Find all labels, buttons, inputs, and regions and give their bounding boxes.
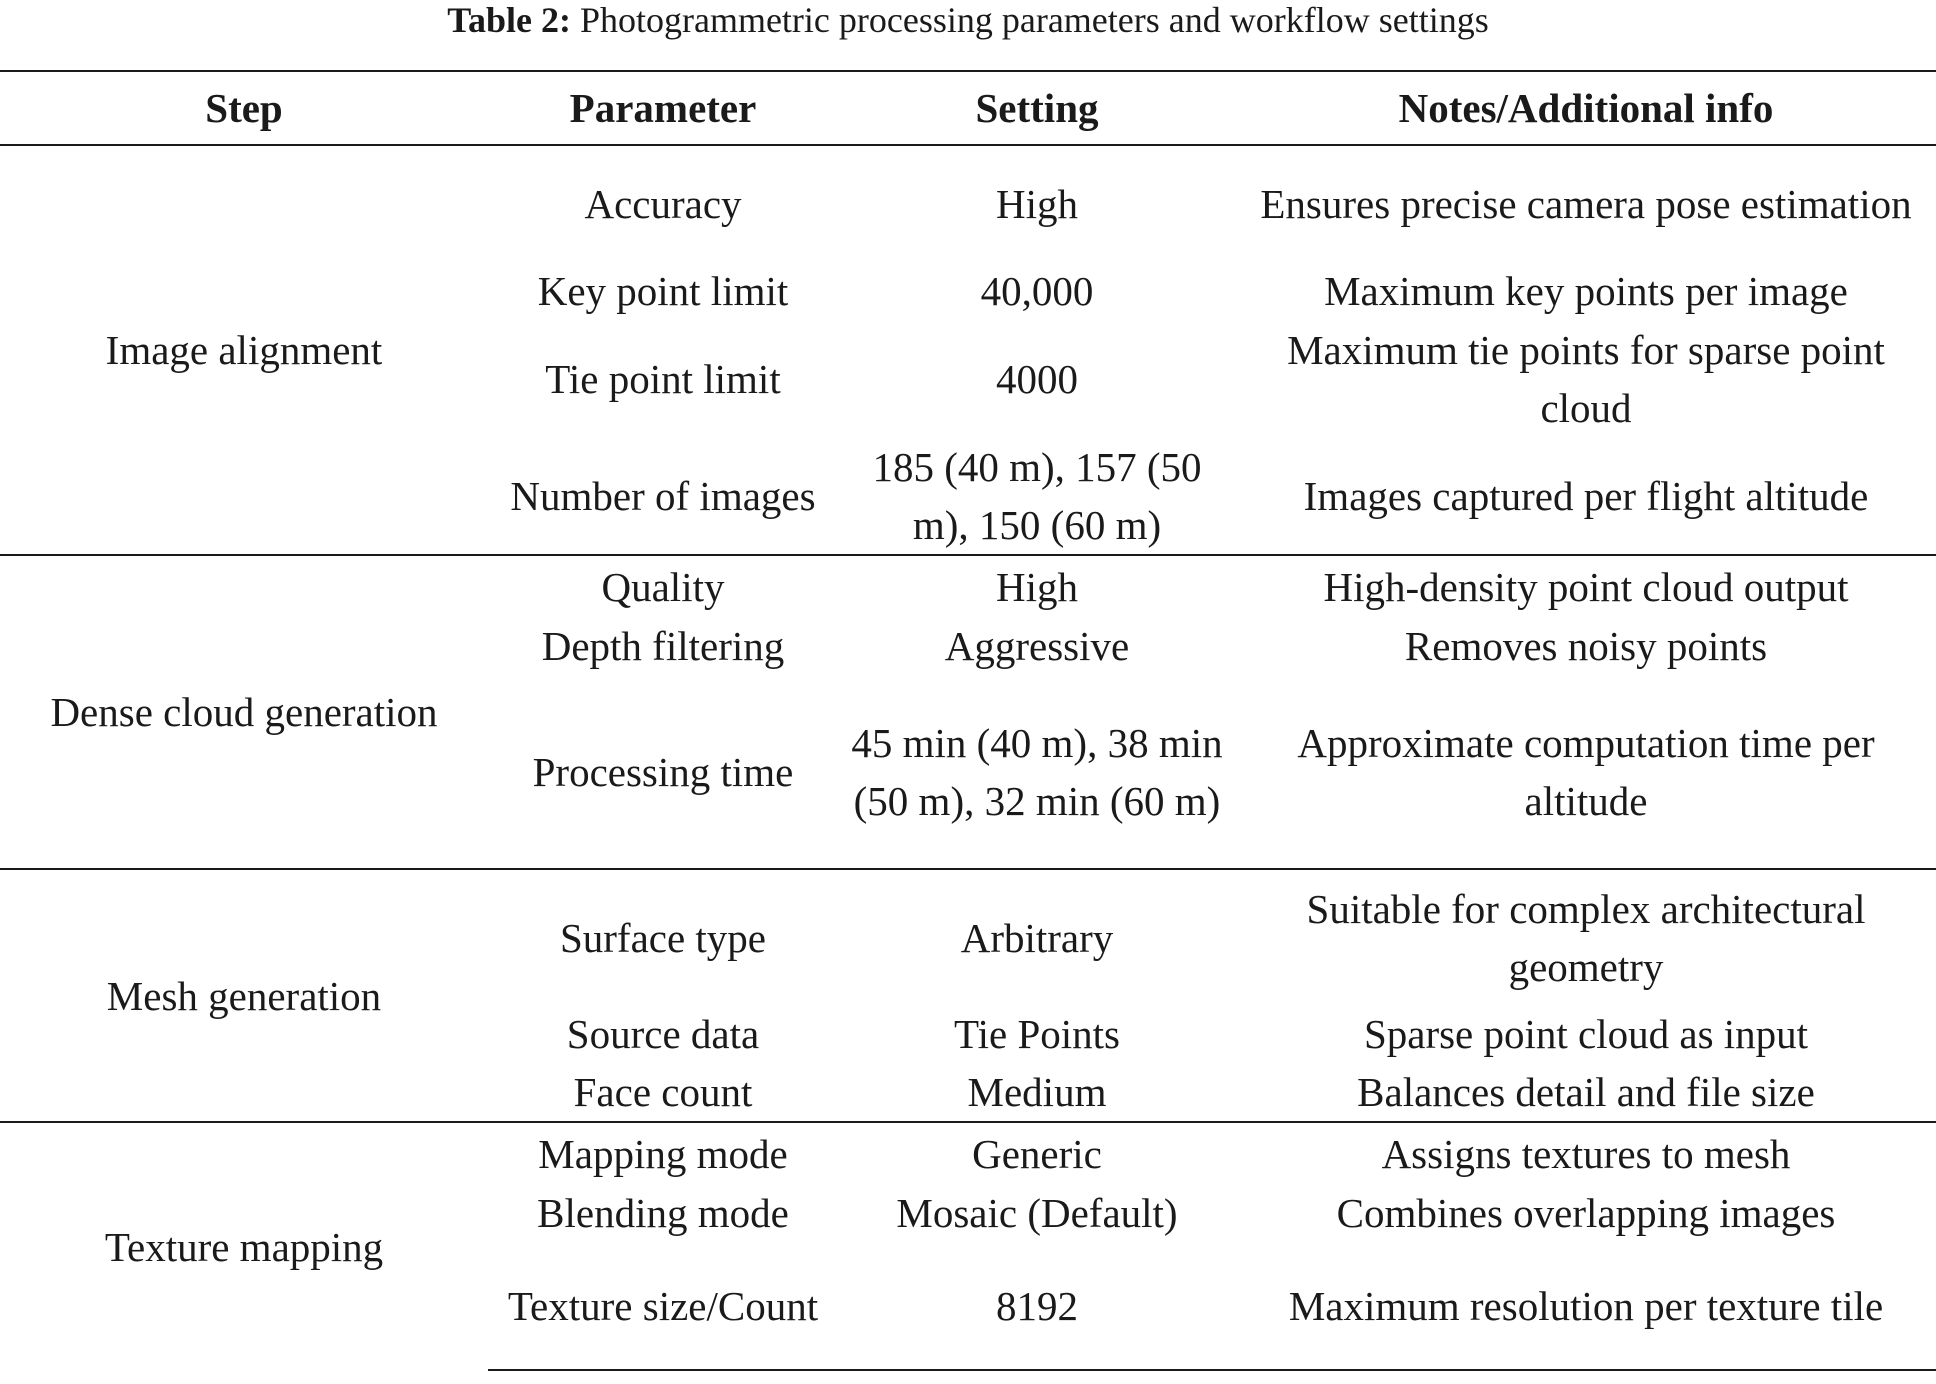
parameter-cell: Tie point limit <box>545 356 781 402</box>
table-row <box>0 555 1936 617</box>
parameter-cell: Source data <box>566 1011 760 1057</box>
notes-cell: Ensures precise camera pose estimation <box>1260 180 1912 227</box>
header-notes: Notes/Additional info <box>1236 71 1936 145</box>
parameter-cell: Texture size/Count <box>488 1242 838 1370</box>
caption-text: Photogrammetric processing parameters and workflow settings <box>579 0 1489 40</box>
step-cell: Texture mapping <box>0 1122 488 1370</box>
parameter-cell: Accuracy <box>584 180 742 227</box>
step-cell: Dense cloud generation <box>0 555 488 869</box>
notes-cell: Approximate computation time per altitude <box>1297 719 1875 824</box>
header-row <box>0 71 1936 145</box>
setting-cell: Tie Points <box>954 1011 1120 1057</box>
notes-cell: Assigns textures to mesh <box>1236 1122 1936 1184</box>
setting-cell: 185 (40 m), 157 (50 m), 150 (60 m) <box>872 443 1202 548</box>
table-row <box>0 1122 1936 1184</box>
header-step: Step <box>0 71 488 145</box>
setting-cell: 8192 <box>838 1242 1236 1370</box>
notes-cell: Suitable for complex architectural geometry <box>1236 869 1936 1005</box>
parameter-cell: Depth filtering <box>541 623 785 669</box>
notes-cell: Combines overlapping images <box>1336 1190 1836 1236</box>
parameter-cell: Mapping mode <box>488 1122 838 1184</box>
step-cell: Image alignment <box>105 327 383 373</box>
setting-cell: Arbitrary <box>838 869 1236 1005</box>
parameter-cell: Blending mode <box>537 1190 789 1236</box>
setting-cell: High <box>996 180 1078 227</box>
notes-cell: Images captured per flight altitude <box>1303 472 1869 519</box>
parameter-cell: Number of images <box>510 472 816 519</box>
caption-label: Table 2: <box>447 0 571 40</box>
table-caption <box>0 0 1936 44</box>
header-setting: Setting <box>838 71 1236 145</box>
setting-cell: Mosaic (Default) <box>896 1190 1178 1236</box>
setting-cell: 4000 <box>996 356 1078 402</box>
group-dense-cloud <box>0 555 1936 869</box>
group-texture-mapping <box>0 1122 1936 1370</box>
group-image-alignment <box>0 145 1936 555</box>
notes-cell: Maximum key points per image <box>1324 268 1848 314</box>
parameter-cell: Processing time <box>532 748 794 795</box>
notes-cell: Removes noisy points <box>1404 623 1768 669</box>
notes-cell: Maximum resolution per texture tile <box>1236 1242 1936 1370</box>
parameter-cell: Surface type <box>488 869 838 1005</box>
notes-cell: Sparse point cloud as input <box>1363 1011 1809 1057</box>
setting-cell: High <box>838 555 1236 617</box>
setting-cell: Aggressive <box>944 623 1130 669</box>
setting-cell: 45 min (40 m), 38 min (50 m), 32 min (60 m) <box>851 719 1223 824</box>
notes-cell: High-density point cloud output <box>1236 555 1936 617</box>
group-mesh-generation <box>0 869 1936 1122</box>
setting-cell: Medium <box>967 1069 1107 1115</box>
step-cell: Mesh generation <box>0 869 488 1122</box>
setting-cell: Generic <box>838 1122 1236 1184</box>
parameter-cell: Quality <box>488 555 838 617</box>
parameters-table <box>0 70 1936 1371</box>
parameter-cell: Key point limit <box>537 268 789 314</box>
notes-cell: Balances detail and file size <box>1357 1069 1815 1115</box>
setting-cell: 40,000 <box>980 268 1094 314</box>
notes-cell: Maximum tie points for sparse point cloud <box>1287 327 1885 431</box>
header-parameter: Parameter <box>488 71 838 145</box>
table-row <box>0 869 1936 1005</box>
parameter-cell: Face count <box>573 1069 753 1115</box>
table-header <box>0 71 1936 145</box>
table-row <box>0 145 1936 261</box>
